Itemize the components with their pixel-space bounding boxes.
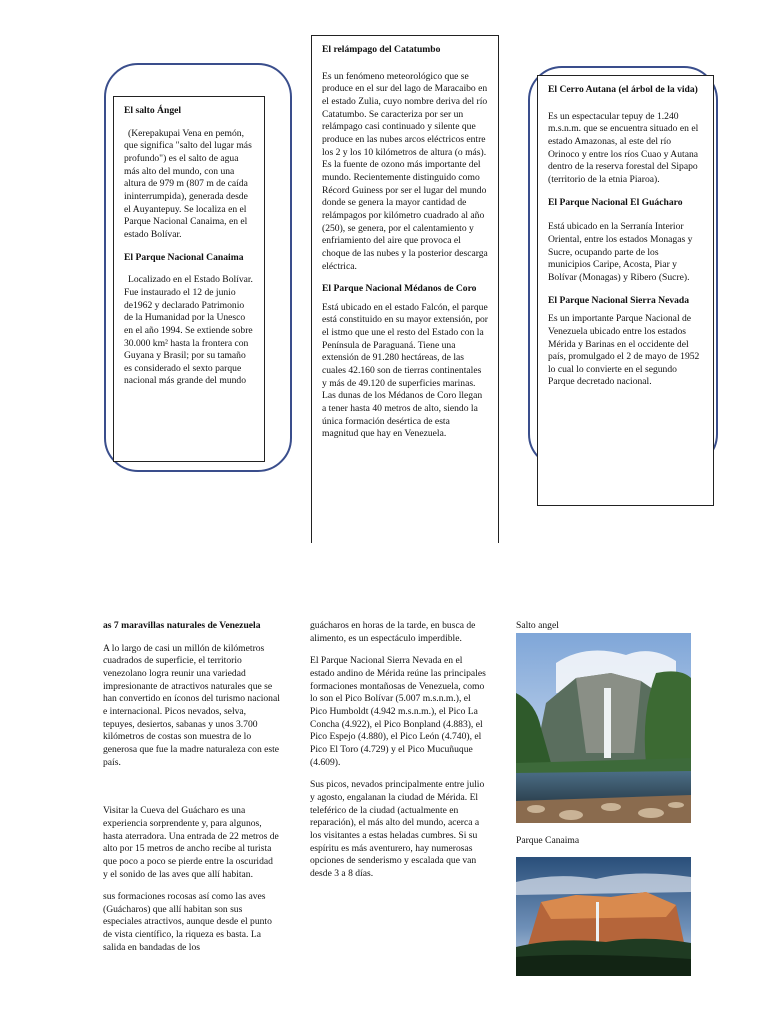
sierra-nevada-text: Es un importante Parque Nacional de Venezuela ubicado entre los estados Mérida y Barinas en el occidente del país, promulgado el 2 de mayo de 1952 lo cual lo convierte en el segundo Parque decretado nacional. <box>548 313 700 388</box>
canaima-text: Localizado en el Estado Bolívar. Fue instaurado el 12 de junio de1962 y declarado Patrimonio de la Humanidad por la Unesco en el año 1994. Se extiende sobre 30.000 km² hasta la frontera con Guyana y Brasil; por su tamaño es considerado el sexto parque nacional más grande del mundo <box>124 274 253 387</box>
salto-angel-heading: El salto Ángel <box>124 105 182 116</box>
catatumbo-box <box>311 35 499 543</box>
salto-angel-photo <box>516 633 691 823</box>
salto-angel-text: (Kerepakupai Vena en pemón, que significa "salto del lugar más profundo") es el salto de agua más alto del mundo, con una altura de 979 m (807 m de caída ininterrumpida), generada desde el Auyantepuy. Se localiza en el Parque Nacional Canaima, en el estado Bolívar. <box>124 127 252 240</box>
salto-angel-box <box>113 96 265 462</box>
photo-caption-canaima: Parque Canaima <box>516 835 580 846</box>
canaima-photo <box>516 857 691 976</box>
guacharo-heading: El Parque Nacional El Guácharo <box>548 196 683 208</box>
bottom-middle-column <box>310 620 486 890</box>
sierra-paragraph: El Parque Nacional Sierra Nevada en el estado andino de Mérida reúne las principales formaciones montañosas de Venezuela, como lo son el Pico Bolívar (5.007 m.s.n.m.), el Pico Humboldt (4.942 m.s.n.m.), el Pico La Concha (4.922), el Pico Bonpland (4.883), el Pico Espejo (4.880), el Pico León (4.740), el Pico El Toro (4.729) y el Pico Mucuñuque (4.609). <box>310 655 486 768</box>
medanos-heading: El Parque Nacional Médanos de Coro <box>322 283 477 295</box>
guacharos-paragraph: guácharos en horas de la tarde, en busca de alimento, es un espectáculo imperdible. <box>310 620 476 644</box>
intro-paragraph: A lo largo de casi un millón de kilómetros cuadrados de superficie, el territorio venezolano logra reunir una variedad impresionante de atractivos naturales que se han convertido en íconos del turismo nacional e internacional. Picos nevados, selva, tepuyes, desiertos, sabanas y unos 3.700 kilómetros de costas son muestra de lo generosa que fue la madre naturaleza con este país. <box>103 642 280 768</box>
catatumbo-text: Es un fenómeno meteorológico que se produce en el sur del lago de Maracaibo en el estado Zulia, cuyo nombre deriva del río Catatumbo. Se caracteriza por ser un relámpago casi continuado y silente que produce en las nubes arcos eléctricos entre los 2 y los 10 kilómetros de altura (o más). Es la fuente de ozono más importante del mundo. Recientemente distinguido como Récord Guiness por ser el lugar del mundo donde se genera la mayor cantidad de relámpagos por kilómetro cuadrado al año (250), se genera, por el calentamiento y enfriamiento del aire que provoca el choque de las nubes y la posterior descarga eléctrica. <box>322 70 488 272</box>
guacharo-paragraph: Visitar la Cueva del Guácharo es una experiencia sorprendente y, para algunos, hasta aterradora. Una entrada de 22 metros de alto por 15 metros de ancho recibe al turista que poco a poco se pierde entre la oscuridad y el sonido de las aves que allí habitan. <box>103 805 279 880</box>
rocks-paragraph: sus formaciones rocosas así como las aves (Guácharos) que allí habitan son sus especiales atractivos, aunque desde el punto de vista científico, la riqueza es basta. La salida en bandadas de los <box>103 891 272 953</box>
sierra-nevada-heading: El Parque Nacional Sierra Nevada <box>548 294 690 306</box>
medanos-text: Está ubicado en el estado Falcón, el parque está constituido en su mayor extensión, por el istmo que une el resto del Estado con la Península de Paraguaná. Tiene una extensión de 91.280 hectáreas, de las cuales 42.160 son de tierras continentales y más de 49.120 de superficies marinas. Las dunas de los Médanos de Coro llegan a tener hasta 40 metros de alto, siendo la única formación desértica de esta magnitud que hay en Venezuela. <box>322 301 488 440</box>
catatumbo-heading: El relámpago del Catatumbo <box>322 44 441 55</box>
article-title: as 7 maravillas naturales de Venezuela <box>103 620 261 631</box>
autana-box <box>537 75 714 506</box>
peaks-paragraph: Sus picos, nevados principalmente entre julio y agosto, engalanan la ciudad de Mérida. El teleférico de la ciudad (actualmente en reparación), el más alto del mundo, acerca a los visitantes a estas heladas cumbres. Si su espíritu es más aventurero, hay numerosas opciones de senderismo y escalada que van desde 3 a 8 días. <box>310 779 485 879</box>
bottom-left-column <box>103 620 280 964</box>
guacharo-text: Está ubicado en la Serranía Interior Oriental, entre los estados Monagas y Sucre, ocupando parte de los municipios Caripe, Acosta, Piar y Bolívar (Monagas) y Ribero (Sucre). <box>548 221 693 283</box>
autana-heading: El Cerro Autana (el árbol de la vida) <box>548 84 698 95</box>
photo-caption-salto-angel: Salto angel <box>516 620 559 631</box>
autana-text: Es un espectacular tepuy de 1.240 m.s.n.m. que se encuentra situado en el estado Amazonas, al este del río Orinoco y entre los ríos Cuao y Autana dentro de la reserva forestal del Sipapo (territorio de la etnia Piaroa). <box>548 110 699 185</box>
canaima-heading: El Parque Nacional Canaima <box>124 251 244 263</box>
